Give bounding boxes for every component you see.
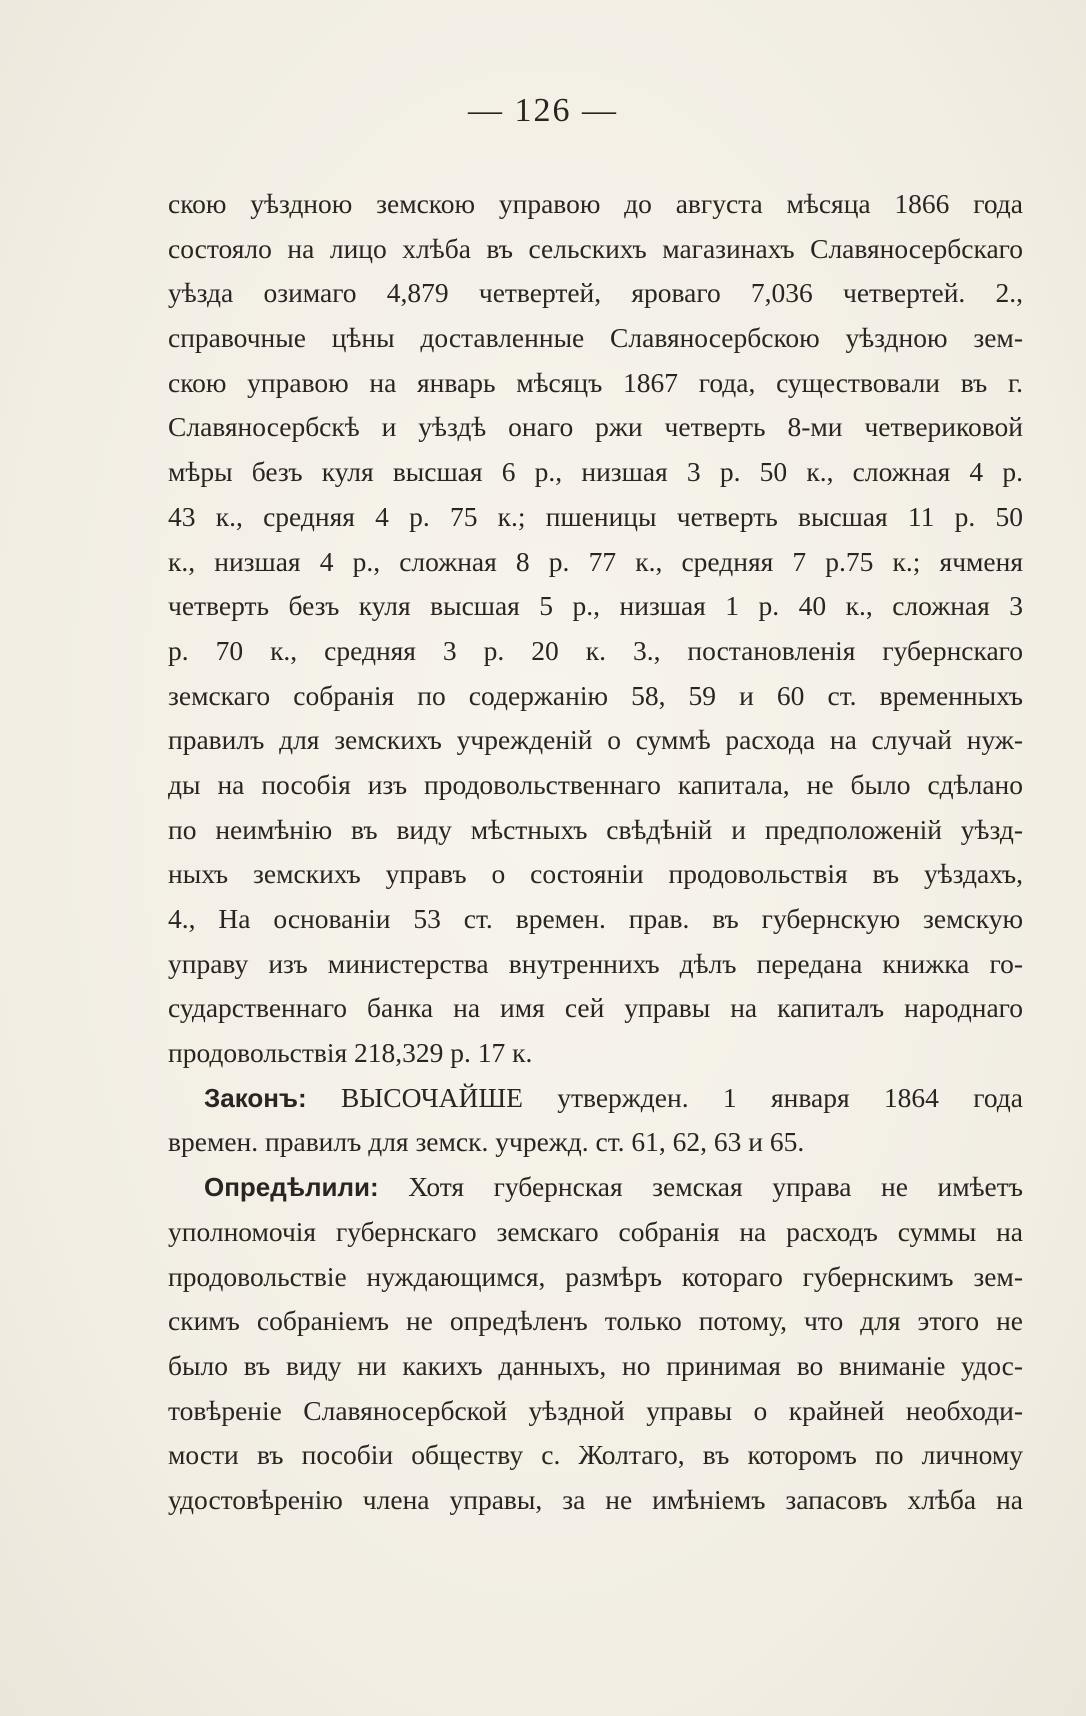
opredelili-text: Хотя губернская земская управа не имѣетъ [408, 1171, 1024, 1203]
opredelili-label: Опредѣлили: [204, 1172, 379, 1203]
text-line: мѣры безъ куля высшая 6 р., низшая 3 р. 50 к., сложная 4 р. [168, 456, 1023, 488]
text-line: было въ виду ни какихъ данныхъ, но принимая во вниманіе удос- [168, 1349, 1023, 1381]
zakon-line [168, 1076, 1023, 1121]
text-line: правилъ для земскихъ учрежденій о суммѣ расхода на случай нуж- [168, 724, 1023, 756]
text-line: скимъ собраніемъ не опредѣленъ только потому, что для этого не [168, 1305, 1023, 1337]
text-line: ныхъ земскихъ управъ о состояніи продовольствія въ уѣздахъ, [168, 858, 1023, 890]
opredelili-line [168, 1165, 1023, 1210]
text-line: по неимѣнію въ виду мѣстныхъ свѣдѣній и предположеній уѣзд- [168, 813, 1023, 845]
zakon-line-2: времен. правилъ для земск. учрежд. ст. 61, 62, 63 и 65. [168, 1126, 805, 1158]
text-line: уполномочія губернскаго земскаго собранія на расходъ суммы на [168, 1215, 1023, 1247]
text-line: сударственнаго банка на имя сей управы на капиталъ народнаго [168, 992, 1023, 1024]
text-line: справочные цѣны доставленные Славяносербскою уѣздною зем- [168, 322, 1023, 354]
text-line: 4., На основаніи 53 ст. времен. прав. въ губернскую земскую [168, 903, 1023, 934]
text-line: четверть безъ куля высшая 5 р., низшая 1 р. 40 к., сложная 3 [168, 590, 1023, 622]
text-line: удостовѣренію члена управы, за не имѣніемъ запасовъ хлѣба на [168, 1483, 1023, 1515]
text-line: земскаго собранія по содержанію 58, 59 и 60 ст. временныхъ [168, 679, 1023, 711]
text-line: скою управою на январь мѣсяцъ 1867 года, существовали въ г. [168, 366, 1023, 398]
zakon-text: ВЫСОЧАЙШЕ утвержден. 1 января 1864 года [340, 1081, 1023, 1113]
text-line: к., низшая 4 р., сложная 8 р. 77 к., средняя 7 р.75 к.; ячменя [168, 545, 1023, 577]
text-line: мости въ пособіи обществу с. Жолтаго, въ которомъ по личному [168, 1439, 1023, 1471]
page-number: — 126 — [468, 92, 618, 129]
text-line: управу изъ министерства внутреннихъ дѣлъ передана книжка го- [168, 947, 1023, 979]
text-line: Славяносербскѣ и уѣздѣ онаго ржи четверть 8-ми четвериковой [168, 411, 1023, 443]
text-line: скою уѣздною земскою управою до августа мѣсяца 1866 года [168, 188, 1023, 219]
main-text [168, 182, 1023, 1523]
text-line: продовольствіе нуждающимся, размѣръ котораго губернскимъ зем- [168, 1260, 1023, 1292]
text-line: ды на пособія изъ продовольственнаго капитала, не было сдѣлано [168, 768, 1023, 800]
text-line: продовольствія 218,329 р. 17 к. [168, 1037, 533, 1069]
text-line: 43 к., средняя 4 р. 75 к.; пшеницы четверть высшая 11 р. 50 [168, 500, 1023, 532]
zakon-label: Законъ: [204, 1082, 307, 1113]
text-line: состояло на лицо хлѣба въ сельскихъ магазинахъ Славяносербскаго [168, 232, 1023, 264]
text-line: р. 70 к., средняя 3 р. 20 к. 3., постановленія губернскаго [168, 634, 1023, 666]
text-line: товѣреніе Славяносербской уѣздной управы о крайней необходи- [168, 1394, 1023, 1426]
text-line: уѣзда озимаго 4,879 четвертей, яроваго 7,036 четвертей. 2., [168, 277, 1023, 309]
